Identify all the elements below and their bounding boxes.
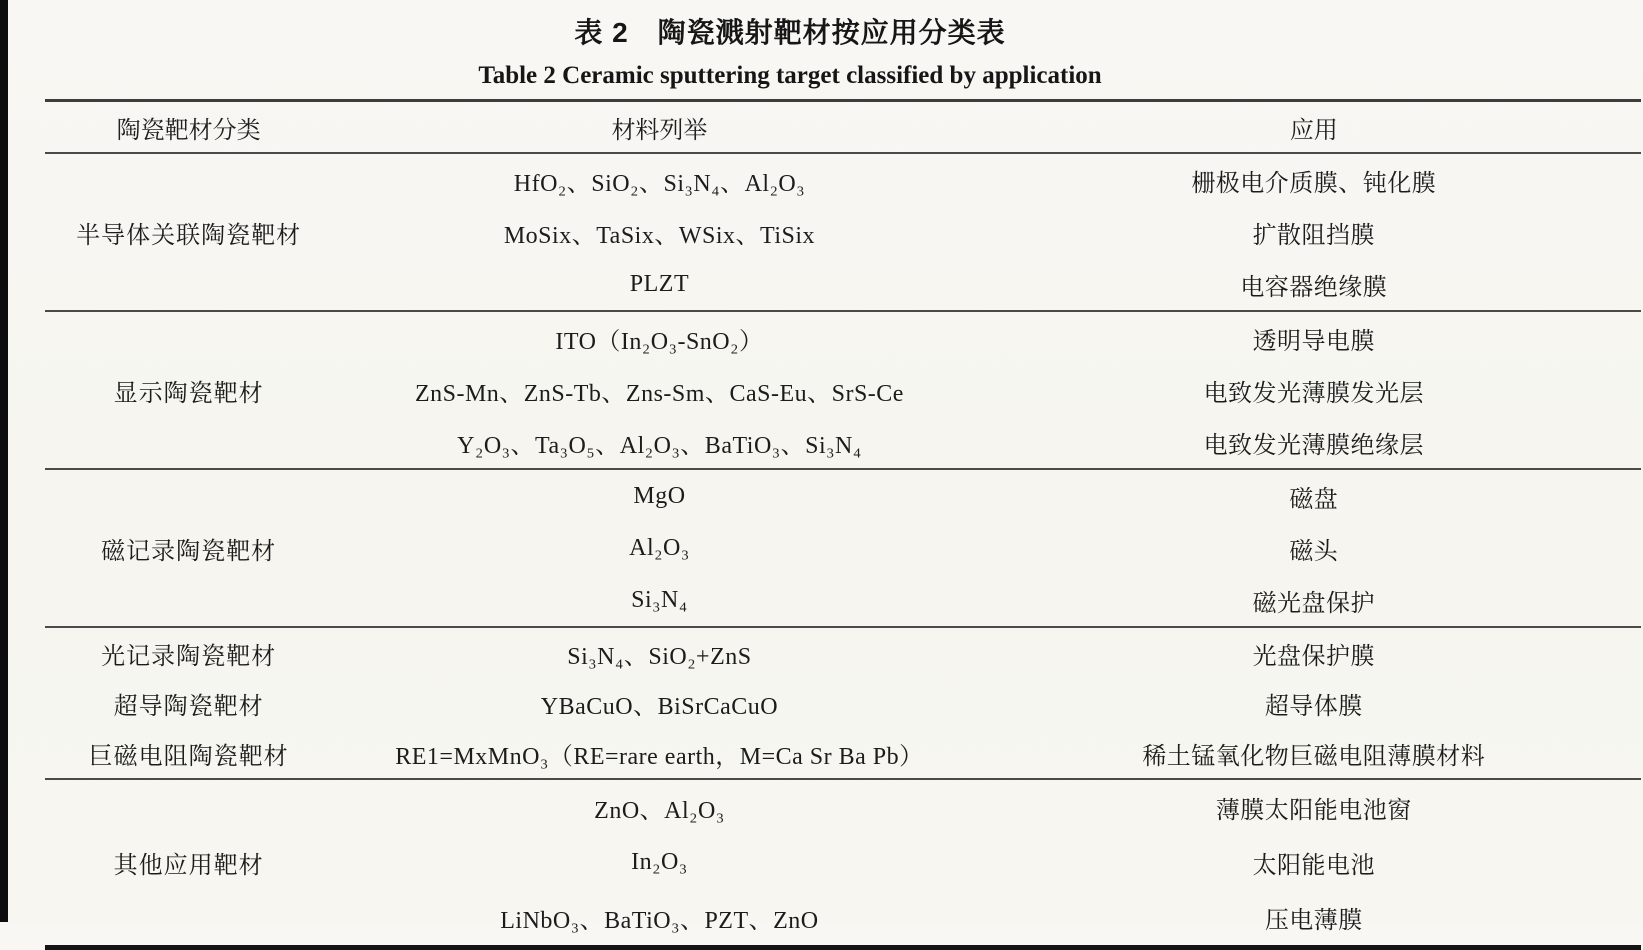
table-row — [45, 469, 1641, 522]
materials-cell: LiNbO₃、BaTiO₃、PZT、ZnO — [500, 908, 819, 934]
application-cell: 扩散阻挡膜 — [1252, 222, 1376, 249]
table-row — [45, 779, 1641, 835]
application-cell: 磁光盘保护 — [1252, 590, 1376, 617]
table-row — [45, 311, 1641, 364]
table-title-en: Table 2 Ceramic sputtering target classified by application — [478, 62, 1102, 89]
col-header-category: 陶瓷靶材分类 — [45, 101, 332, 154]
category-cell: 光记录陶瓷靶材 — [45, 627, 332, 678]
col-header-materials: 材料列举 — [332, 101, 986, 154]
application-cell: 电致发光薄膜发光层 — [1203, 380, 1425, 407]
materials-cell: YBaCuO、BiSrCaCuO — [540, 693, 779, 720]
application-cell: 透明导电膜 — [987, 311, 1641, 364]
application-cell: 电容器绝缘膜 — [1240, 274, 1388, 301]
category-cell: 超导陶瓷靶材 — [113, 693, 264, 720]
application-cell: 稀土锰氧化物巨磁电阻薄膜材料 — [1142, 743, 1486, 770]
table-row — [45, 678, 1641, 728]
application-cell: 超导体膜 — [1264, 693, 1363, 720]
materials-cell: Y₂O₃、Ta₃O₅、Al₂O₃、BaTiO₃、Si₃N₄ — [457, 432, 862, 459]
category-cell: 巨磁电阻陶瓷靶材 — [88, 743, 289, 770]
header-row — [45, 101, 1641, 154]
materials-cell: RE1=MxMnO₃（RE=rare earth，M=Ca Sr Ba Pb） — [395, 743, 924, 770]
application-cell: 磁头 — [1289, 538, 1339, 565]
category-cell: 磁记录陶瓷靶材 — [45, 469, 332, 627]
application-cell: 磁盘 — [987, 469, 1641, 522]
materials-cell: Si₃N₄ — [631, 586, 688, 613]
application-cell: 光盘保护膜 — [987, 627, 1641, 678]
category-cell: 显示陶瓷靶材 — [45, 311, 332, 469]
table-row — [45, 728, 1641, 779]
col-header-application: 应用 — [987, 101, 1641, 154]
application-cell: 太阳能电池 — [1252, 853, 1376, 879]
application-cell: 压电薄膜 — [1264, 908, 1363, 934]
application-cell: 电致发光薄膜绝缘层 — [1203, 432, 1425, 459]
category-cell: 半导体关联陶瓷靶材 — [45, 153, 332, 311]
classification-table — [45, 99, 1641, 950]
materials-cell: PLZT — [629, 270, 690, 297]
scan-edge-artifact — [0, 0, 8, 922]
materials-cell: Si₃N₄、SiO₂+ZnS — [332, 627, 986, 678]
materials-cell: HfO₂、SiO₂、Si₃N₄、Al₂O₃ — [332, 153, 986, 206]
table-row — [45, 153, 1641, 206]
materials-cell: MoSix、TaSix、WSix、TiSix — [503, 222, 816, 249]
table-row — [45, 627, 1641, 678]
application-cell: 薄膜太阳能电池窗 — [987, 779, 1641, 835]
materials-cell: ZnO、Al₂O₃ — [332, 779, 986, 835]
application-cell: 栅极电介质膜、钝化膜 — [987, 153, 1641, 206]
table-title-zh: 表 2 陶瓷溅射靶材按应用分类表 — [574, 17, 1006, 48]
materials-cell: ITO（In₂O₃-SnO₂） — [332, 311, 986, 364]
materials-cell: In₂O₃ — [631, 849, 688, 875]
materials-cell: Al₂O₃ — [629, 534, 690, 561]
materials-cell: ZnS-Mn、ZnS-Tb、Zns-Sm、CaS-Eu、SrS-Ce — [414, 380, 904, 407]
table-caption — [45, 0, 1535, 90]
category-cell: 其他应用靶材 — [45, 779, 332, 948]
materials-cell: MgO — [332, 469, 986, 522]
